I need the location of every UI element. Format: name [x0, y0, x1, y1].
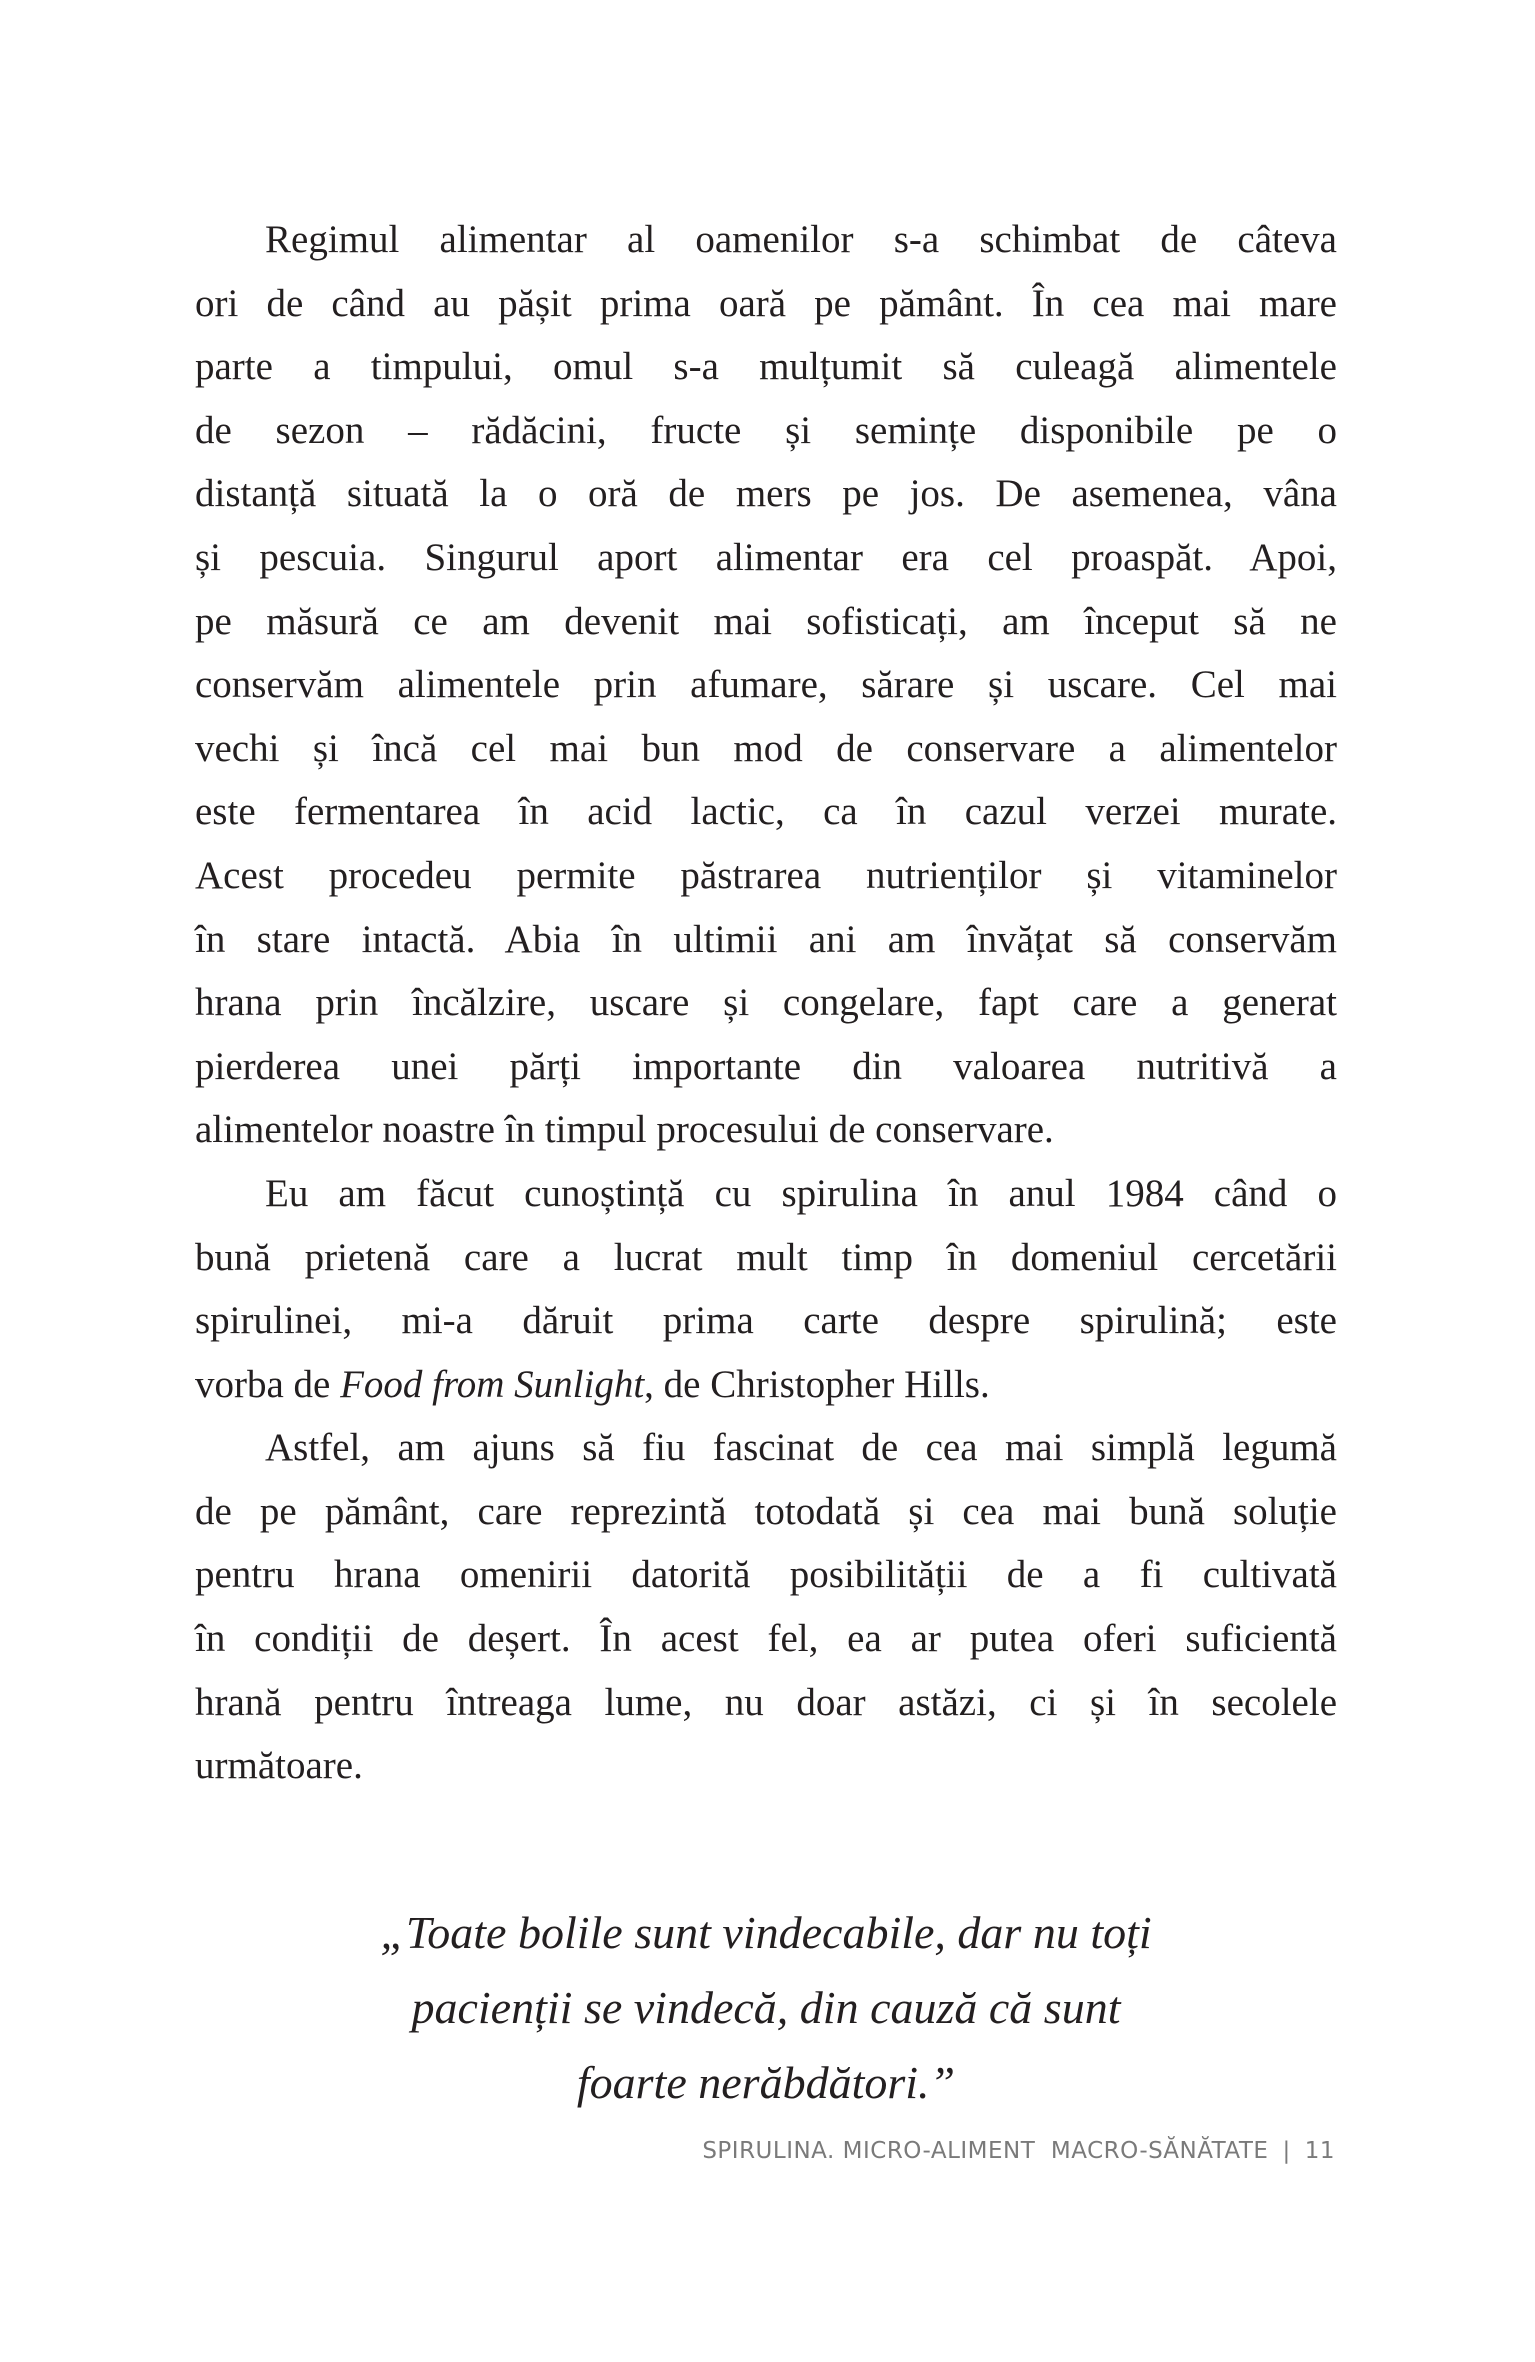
text-line: hrana prin încălzire, uscare și congelare, fapt care a generat — [195, 981, 1337, 1025]
running-title: SPIRULINA. MICRO-ALIMENT MACRO-SĂNĂTATE — [702, 2138, 1269, 2164]
paragraph-3 — [195, 1416, 1337, 1798]
text: , de Christopher Hills. — [644, 1362, 990, 1406]
page-number: 11 — [1304, 2138, 1335, 2164]
text-line: și pescuia. Singurul aport alimentar era cel proaspăt. Apoi, — [195, 535, 1337, 579]
text-line: pierderea unei părți importante din valoarea nutritivă a — [195, 1044, 1337, 1088]
text-line: pentru hrana omenirii datorită posibilității de a fi cultivată — [195, 1553, 1337, 1597]
text-line: vechi și încă cel mai bun mod de conservare a alimentelor — [195, 726, 1337, 770]
paragraph-1 — [195, 208, 1337, 1162]
text-line: alimentelor noastre în timpul procesului de conservare. — [195, 1108, 1054, 1152]
footer-separator: | — [1282, 2138, 1291, 2164]
text-line: pe măsură ce am devenit mai sofisticați, am început să ne — [195, 599, 1337, 643]
text-line: conservăm alimentele prin afumare, sărare și uscare. Cel mai — [195, 663, 1337, 707]
text-line: Eu am făcut cunoștință cu spirulina în anul 1984 când o — [265, 1171, 1337, 1215]
quote-line: foarte nerăbdători.” — [576, 2057, 956, 2108]
text-line: Regimul alimentar al oamenilor s-a schimbat de câteva — [265, 218, 1337, 261]
text-line — [195, 1353, 1337, 1417]
book-title: Food from Sunlight — [340, 1362, 645, 1406]
text-line: Acest procedeu permite păstrarea nutrienților și vitaminelor — [195, 853, 1337, 897]
text-line: în stare intactă. Abia în ultimii ani am învățat să conservăm — [195, 917, 1337, 961]
text-line: ori de când au pășit prima oară pe pământ. În cea mai mare — [195, 281, 1337, 325]
text: vorba de — [195, 1362, 341, 1406]
text-line: bună prietenă care a lucrat mult timp în domeniul cercetării — [195, 1235, 1337, 1279]
pull-quote — [195, 1895, 1337, 2120]
text-line: distanță situată la o oră de mers pe jos. De asemenea, vâna — [195, 472, 1337, 516]
text-line: de pe pământ, care reprezintă totodată și cea mai bună soluție — [195, 1489, 1337, 1533]
text-line: în condiții de deșert. În acest fel, ea ar putea oferi suficientă — [195, 1617, 1337, 1661]
body-text — [195, 208, 1337, 1798]
text-line: următoare. — [195, 1744, 363, 1788]
page-footer — [702, 2138, 1335, 2164]
text-line: spirulinei, mi-a dăruit prima carte despre spirulină; este — [195, 1299, 1337, 1343]
text-line: hrană pentru întreaga lume, nu doar astăzi, ci și în secolele — [195, 1680, 1337, 1724]
quote-line: pacienții se vindecă, din cauză că sunt — [411, 1982, 1121, 2033]
text-line: Astfel, am ajuns să fiu fascinat de cea mai simplă legumă — [265, 1426, 1337, 1470]
paragraph-2 — [195, 1162, 1337, 1416]
text-line: este fermentarea în acid lactic, ca în cazul verzei murate. — [195, 790, 1337, 834]
quote-line: „Toate bolile sunt vindecabile, dar nu toți — [380, 1907, 1152, 1958]
text-line: parte a timpului, omul s-a mulțumit să culeagă alimentele — [195, 345, 1337, 389]
text-line: de sezon – rădăcini, fructe și semințe disponibile pe o — [195, 408, 1337, 452]
